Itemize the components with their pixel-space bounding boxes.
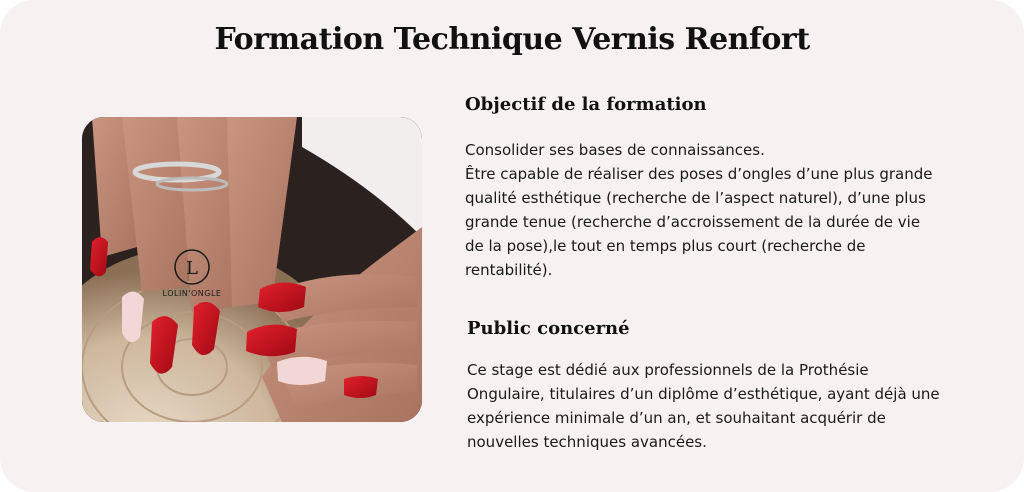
public-line: expérience minimale d’un an, et souhaitant acquérir de: [467, 409, 886, 427]
public-line: Ongulaire, titulaires d’un diplôme d’esthétique, ayant déjà une: [467, 385, 940, 403]
objectif-paragraph: [465, 138, 985, 282]
public-paragraph: [467, 358, 987, 454]
logo-text: LOLIN'ONGLE: [162, 289, 222, 298]
public-heading: Public concerné: [467, 318, 630, 339]
objectif-line: grande tenue (recherche d’accroissement de la durée de vie: [465, 213, 921, 231]
page-title: Formation Technique Vernis Renfort: [214, 22, 810, 57]
objectif-line: de la pose),le tout en temps plus court (recherche de: [465, 237, 866, 255]
public-line: nouvelles techniques avancées.: [467, 433, 707, 451]
objectif-line: Être capable de réaliser des poses d’ongles d’une plus grande: [465, 165, 933, 183]
public-line: Ce stage est dédié aux professionnels de la Prothésie: [467, 361, 869, 379]
nail-photo-illustration: [82, 117, 422, 422]
svg-text:L: L: [186, 258, 198, 279]
objectif-heading: Objectif de la formation: [465, 94, 707, 115]
objectif-line: rentabilité).: [465, 261, 553, 279]
objectif-line: Consolider ses bases de connaissances.: [465, 141, 765, 159]
objectif-line: qualité esthétique (recherche de l’aspect naturel), d’une plus: [465, 189, 926, 207]
nail-photo: [82, 117, 422, 422]
